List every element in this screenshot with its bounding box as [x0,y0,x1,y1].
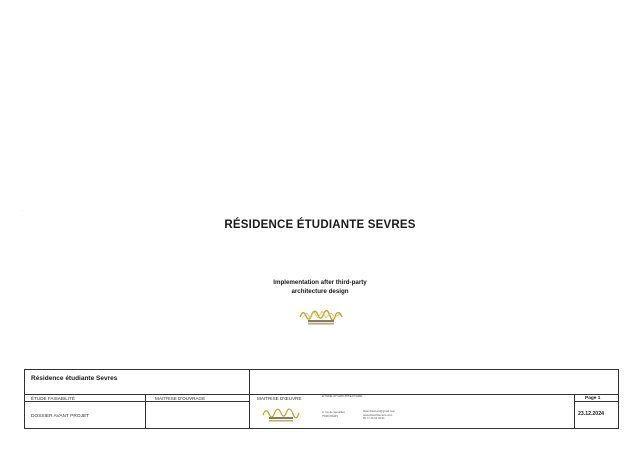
address-line-2: 75000 PARIS [322,414,339,418]
phase-value: DOSSIER AVANT PROJET [31,414,90,419]
architect-header: MAITRISE D'ŒUVRE [257,396,302,401]
document-title: RÉSIDENCE ÉTUDIANTE SEVRES [224,219,416,231]
architect-website: www.tbtarchitecture.com [363,413,393,417]
architect-name: ÉTUDE AH ARCHITECTURE [322,393,363,398]
client-header: MAITRISE D'OUVRAGE [155,396,206,401]
architect-logo-small [261,404,301,424]
document-subtitle [220,278,420,296]
project-name: Résidence étudiante Sevres [31,375,118,382]
page-number: Page 1 [585,396,601,401]
architect-email: tbtarchitecture@gmail.com [363,410,396,413]
phase-header: ÉTUDE FAISABILITÉ [31,396,75,401]
page-mark: . [22,207,24,212]
address-line-1: 4, rue de Versailles [322,411,345,414]
architect-phone: 06 77 46 02 03 01 [363,417,385,421]
document-date: 23.12.2024 [578,411,604,417]
title-block [24,369,619,429]
subtitle-line-1: Implementation after third-party [273,279,367,286]
subtitle-line-2: architecture design [291,288,349,295]
architect-address [322,411,345,418]
architect-logo [298,305,344,327]
architect-contact [363,410,395,421]
